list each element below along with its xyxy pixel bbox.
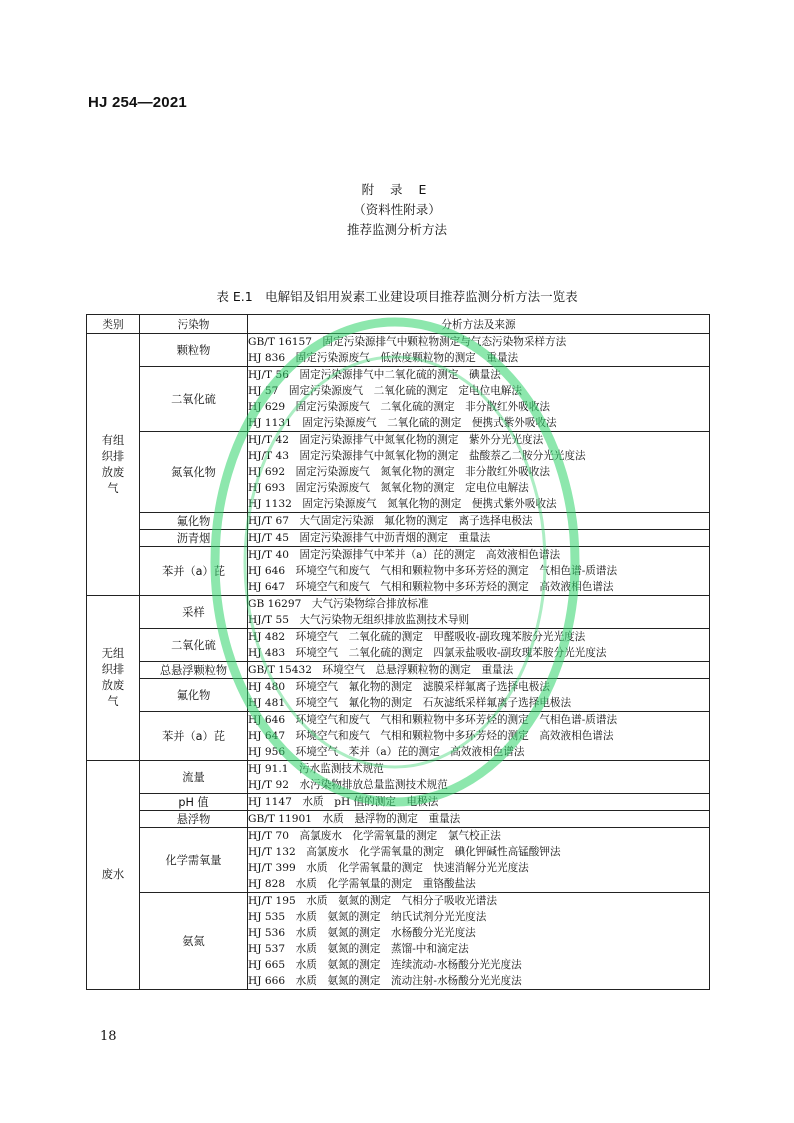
pollutant-cell: 苯并（a）芘: [140, 547, 248, 596]
method-line: HJ 828 水质 化学需氧量的测定 重铬酸盐法: [248, 878, 476, 890]
pollutant-cell: 氮氧化物: [140, 432, 248, 513]
category-label-line: 气: [107, 481, 119, 495]
method-line: HJ 629 固定污染源废气 二氧化硫的测定 非分散红外吸收法: [248, 401, 550, 413]
category-label-line: 织排: [101, 449, 125, 463]
method-line: HJ 1131 固定污染源废气 二氧化硫的测定 便携式紫外吸收法: [248, 417, 557, 429]
method-line: HJ 646 环境空气和废气 气相和颗粒物中多环芳烃的测定 气相色谱-质谱法: [248, 565, 618, 577]
method-cell: [248, 893, 710, 990]
category-label-line: 有组: [101, 433, 125, 447]
table-header-row: [87, 315, 710, 334]
table-row: [87, 629, 710, 662]
appendix-title: 附 录 E: [361, 182, 433, 197]
table-row: [87, 334, 710, 367]
method-cell: [248, 828, 710, 893]
method-line: HJ 91.1 污水监测技术规范: [248, 763, 384, 775]
method-cell: [248, 662, 710, 679]
method-line: HJ 836 固定污染源废气 低浓度颗粒物的测定 重量法: [248, 352, 519, 364]
table-row: [87, 513, 710, 530]
method-line: HJ 481 环境空气 氟化物的测定 石灰滤纸采样氟离子选择电极法: [248, 697, 572, 709]
table-body: [87, 334, 710, 990]
table-row: [87, 367, 710, 432]
pollutant-cell: 化学需氧量: [140, 828, 248, 893]
pollutant-cell: 总悬浮颗粒物: [140, 662, 248, 679]
method-cell: [248, 596, 710, 629]
pollutant-cell: 流量: [140, 761, 248, 794]
category-label-line: 无组: [101, 647, 125, 660]
method-line: GB/T 11901 水质 悬浮物的测定 重量法: [248, 813, 461, 825]
method-line: HJ 537 水质 氨氮的测定 蒸馏-中和滴定法: [248, 943, 469, 955]
table-row: [87, 432, 710, 513]
method-line: HJ 1147 水质 pH 值的测定 电极法: [248, 796, 439, 808]
method-line: HJ/T 132 高氯废水 化学需氧量的测定 碘化钾碱性高锰酸钾法: [248, 846, 561, 858]
table-row: [87, 811, 710, 828]
method-line: HJ 647 环境空气和废气 气相和颗粒物中多环芳烃的测定 高效液相色谱法: [248, 581, 614, 593]
method-line: HJ/T 45 固定污染源排气中沥青烟的测定 重量法: [248, 532, 491, 544]
pollutant-cell: 二氧化硫: [140, 629, 248, 662]
method-cell: [248, 629, 710, 662]
method-line: HJ/T 40 固定污染源排气中苯并（a）芘的测定 高效液相色谱法: [248, 549, 561, 561]
method-line: HJ 665 水质 氨氮的测定 连续流动-水杨酸分光光度法: [248, 959, 522, 971]
methods-table: [86, 314, 710, 990]
method-cell: [248, 794, 710, 811]
method-line: HJ/T 70 高氯废水 化学需氧量的测定 氯气校正法: [248, 830, 501, 842]
table-row: [87, 596, 710, 629]
method-cell: [248, 679, 710, 712]
method-cell: [248, 811, 710, 828]
method-line: HJ 482 环境空气 二氧化硫的测定 甲醛吸收-副玫瑰苯胺分光光度法: [248, 631, 586, 643]
category-cell: [87, 761, 140, 990]
pollutant-cell: 二氧化硫: [140, 367, 248, 432]
method-cell: [248, 712, 710, 761]
method-cell: [248, 367, 710, 432]
method-line: HJ/T 195 水质 氨氮的测定 气相分子吸收光谱法: [248, 895, 497, 907]
table-row: [87, 794, 710, 811]
document-id: HJ 254—2021: [88, 94, 187, 111]
table-row: [87, 893, 710, 990]
category-cell: [87, 596, 140, 761]
method-cell: [248, 761, 710, 794]
method-line: HJ 646 环境空气和废气 气相和颗粒物中多环芳烃的测定 气相色谱-质谱法: [248, 714, 618, 726]
method-line: GB/T 16157 固定污染源排气中颗粒物测定与气态污染物采样方法: [248, 336, 567, 348]
pollutant-cell: 悬浮物: [140, 811, 248, 828]
category-label-line: 气: [107, 695, 119, 708]
pollutant-cell: 沥青烟: [140, 530, 248, 547]
method-cell: [248, 432, 710, 513]
table-caption: 表 E.1 电解铝及铝用炭素工业建设项目推荐监测分析方法一览表: [216, 289, 578, 304]
table-row: [87, 679, 710, 712]
method-line: HJ 956 环境空气 苯并（a）芘的测定 高效液相色谱法: [248, 746, 525, 758]
appendix-subtitle: （资料性附录）: [353, 202, 441, 217]
method-line: HJ 483 环境空气 二氧化硫的测定 四氯汞盐吸收-副玫瑰苯胺分光光度法: [248, 647, 607, 659]
method-line: GB/T 15432 环境空气 总悬浮颗粒物的测定 重量法: [248, 664, 514, 676]
category-cell: [87, 334, 140, 596]
method-line: HJ 57 固定污染源废气 二氧化硫的测定 定电位电解法: [248, 385, 522, 397]
method-cell: [248, 547, 710, 596]
page-number: 18: [100, 1029, 117, 1044]
header-pollutant: 污染物: [140, 315, 248, 334]
category-label-line: 放废: [101, 465, 125, 479]
method-line: HJ 535 水质 氨氮的测定 纳氏试剂分光光度法: [248, 911, 487, 923]
header-category: 类别: [87, 315, 140, 334]
method-line: GB 16297 大气污染物综合排放标准: [248, 598, 429, 610]
table-row: [87, 828, 710, 893]
table-row: [87, 530, 710, 547]
method-line: HJ/T 67 大气固定污染源 氟化物的测定 离子选择电极法: [248, 515, 533, 527]
appendix-name: 推荐监测分析方法: [346, 222, 447, 237]
pollutant-cell: 苯并（a）芘: [140, 712, 248, 761]
method-cell: [248, 334, 710, 367]
pollutant-cell: pH 值: [140, 794, 248, 811]
method-cell: [248, 513, 710, 530]
method-line: HJ/T 56 固定污染源排气中二氧化硫的测定 碘量法: [248, 369, 501, 381]
pollutant-cell: 氨氮: [140, 893, 248, 990]
method-line: HJ/T 43 固定污染源排气中氮氧化物的测定 盐酸萘乙二胺分光光度法: [248, 450, 586, 462]
pollutant-cell: 氟化物: [140, 513, 248, 530]
method-line: HJ 536 水质 氨氮的测定 水杨酸分光光度法: [248, 927, 476, 939]
method-cell: [248, 530, 710, 547]
table-row: [87, 662, 710, 679]
table-row: [87, 712, 710, 761]
method-line: HJ 666 水质 氨氮的测定 流动注射-水杨酸分光光度法: [248, 975, 522, 987]
method-line: HJ 647 环境空气和废气 气相和颗粒物中多环芳烃的测定 高效液相色谱法: [248, 730, 614, 742]
pollutant-cell: 氟化物: [140, 679, 248, 712]
category-label-line: 织排: [101, 663, 125, 676]
method-line: HJ/T 399 水质 化学需氧量的测定 快速消解分光光度法: [248, 862, 529, 874]
method-line: HJ/T 42 固定污染源排气中氮氧化物的测定 紫外分光光度法: [248, 434, 544, 446]
method-line: HJ/T 55 大气污染物无组织排放监测技术导则: [248, 614, 470, 626]
method-line: HJ/T 92 水污染物排放总量监测技术规范: [248, 779, 448, 791]
method-line: HJ 692 固定污染源废气 氮氧化物的测定 非分散红外吸收法: [248, 466, 550, 478]
pollutant-cell: 采样: [140, 596, 248, 629]
category-label-line: 废水: [101, 868, 125, 881]
header-method: 分析方法及来源: [248, 315, 710, 334]
category-label-line: 放废: [101, 679, 125, 692]
method-line: HJ 693 固定污染源废气 氮氧化物的测定 定电位电解法: [248, 482, 529, 494]
method-line: HJ 1132 固定污染源废气 氮氧化物的测定 便携式紫外吸收法: [248, 498, 557, 510]
pollutant-cell: 颗粒物: [140, 334, 248, 367]
table-row: [87, 761, 710, 794]
method-line: HJ 480 环境空气 氟化物的测定 滤膜采样氟离子选择电极法: [248, 681, 550, 693]
table-row: [87, 547, 710, 596]
